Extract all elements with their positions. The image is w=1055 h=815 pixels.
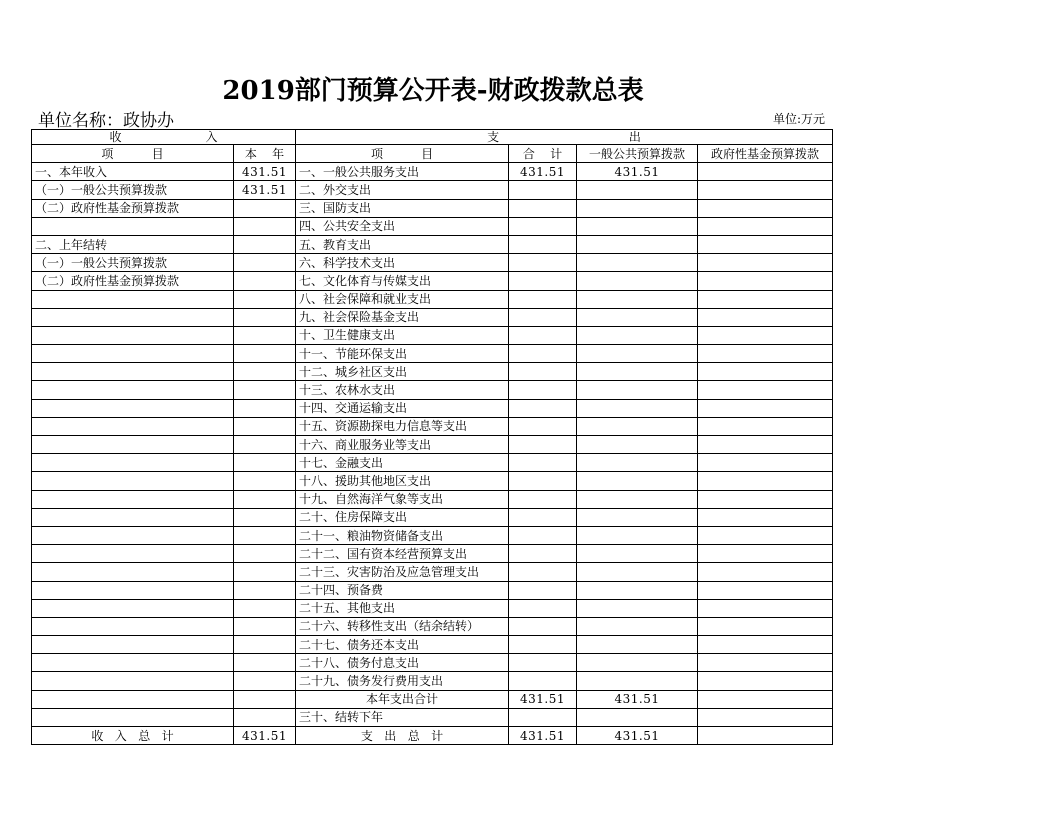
gov-fund-cell <box>698 181 833 199</box>
income-amount-cell <box>234 381 296 399</box>
income-item-cell <box>32 217 234 235</box>
income-item-cell <box>32 599 234 617</box>
total-cell <box>509 290 577 308</box>
table-row <box>32 545 833 563</box>
income-header: 收 入 <box>32 130 296 145</box>
total-cell <box>509 436 577 454</box>
budget-table <box>31 129 833 745</box>
income-item-cell <box>32 654 234 672</box>
income-item-cell <box>32 308 234 326</box>
subtotal-row <box>32 690 833 708</box>
expense-item-cell: 三、国防支出 <box>296 199 509 217</box>
table-row <box>32 199 833 217</box>
income-amount-cell <box>234 290 296 308</box>
total-cell <box>509 654 577 672</box>
subtotal-general: 431.51 <box>577 690 698 708</box>
general-budget-cell <box>577 672 698 690</box>
expense-item-cell: 二十五、其他支出 <box>296 599 509 617</box>
gov-fund-cell <box>698 599 833 617</box>
total-cell <box>509 617 577 635</box>
current-year-header: 本 年 <box>234 145 296 163</box>
income-amount-cell: 431.51 <box>234 163 296 181</box>
gov-fund-header: 政府性基金预算拨款 <box>698 145 833 163</box>
expense-item-cell: 六、科学技术支出 <box>296 254 509 272</box>
gov-fund-cell <box>698 308 833 326</box>
gov-fund-cell <box>698 272 833 290</box>
table-row <box>32 472 833 490</box>
income-amount-cell <box>234 581 296 599</box>
table-row <box>32 217 833 235</box>
gov-fund-cell <box>698 217 833 235</box>
gov-fund-cell <box>698 436 833 454</box>
table-row <box>32 599 833 617</box>
general-budget-cell <box>577 272 698 290</box>
page-title: 2019部门预算公开表-财政拨款总表 <box>222 76 644 106</box>
general-budget-cell <box>577 508 698 526</box>
header-group-row <box>32 130 833 145</box>
header-column-row <box>32 145 833 163</box>
gov-fund-cell <box>698 290 833 308</box>
table-row <box>32 290 833 308</box>
income-item-cell <box>32 636 234 654</box>
income-amount-cell <box>234 272 296 290</box>
expense-item-cell: 十六、商业服务业等支出 <box>296 436 509 454</box>
table-row <box>32 454 833 472</box>
income-amount-cell <box>234 217 296 235</box>
table-row <box>32 163 833 181</box>
expense-item-cell: 十七、金融支出 <box>296 454 509 472</box>
expense-item-cell: 十五、资源勘探电力信息等支出 <box>296 417 509 435</box>
income-item-cell: （一）一般公共预算拨款 <box>32 254 234 272</box>
general-budget-cell <box>577 436 698 454</box>
subtotal-label: 本年支出合计 <box>296 690 509 708</box>
income-item-cell <box>32 563 234 581</box>
table-row <box>32 272 833 290</box>
total-cell <box>509 563 577 581</box>
general-budget-cell <box>577 217 698 235</box>
gov-fund-cell <box>698 472 833 490</box>
income-item-cell: （一）一般公共预算拨款 <box>32 181 234 199</box>
income-item-cell <box>32 363 234 381</box>
table-row <box>32 363 833 381</box>
expense-item-cell: 二、外交支出 <box>296 181 509 199</box>
general-budget-cell <box>577 235 698 253</box>
total-cell <box>509 199 577 217</box>
gov-fund-cell <box>698 326 833 344</box>
income-amount-cell <box>234 617 296 635</box>
income-item-cell: 一、本年收入 <box>32 163 234 181</box>
general-budget-cell <box>577 581 698 599</box>
table-row <box>32 672 833 690</box>
income-item-cell <box>32 617 234 635</box>
income-amount-cell <box>234 672 296 690</box>
expense-item-cell: 二十八、债务付息支出 <box>296 654 509 672</box>
gov-fund-cell <box>698 563 833 581</box>
table-row <box>32 399 833 417</box>
general-budget-cell <box>577 381 698 399</box>
income-item-cell <box>32 581 234 599</box>
expense-item-cell: 十一、节能环保支出 <box>296 345 509 363</box>
gov-fund-cell <box>698 581 833 599</box>
table-row <box>32 490 833 508</box>
general-budget-cell <box>577 526 698 544</box>
total-cell <box>509 363 577 381</box>
gov-fund-cell <box>698 490 833 508</box>
expense-total-fund <box>698 727 833 745</box>
carryover-row <box>32 708 833 726</box>
expense-item-cell: 二十六、转移性支出（结余结转） <box>296 617 509 635</box>
table-row <box>32 235 833 253</box>
total-cell <box>509 599 577 617</box>
gov-fund-cell <box>698 654 833 672</box>
expense-item-cell: 九、社会保险基金支出 <box>296 308 509 326</box>
general-budget-cell <box>577 254 698 272</box>
income-amount-cell <box>234 345 296 363</box>
income-item-cell: （二）政府性基金预算拨款 <box>32 272 234 290</box>
total-cell <box>509 526 577 544</box>
total-cell <box>509 217 577 235</box>
income-item-cell <box>32 490 234 508</box>
grand-total-row <box>32 727 833 745</box>
expense-item-cell: 一、一般公共服务支出 <box>296 163 509 181</box>
expense-total-general: 431.51 <box>577 727 698 745</box>
expense-header: 支 出 <box>296 130 833 145</box>
general-budget-cell <box>577 636 698 654</box>
income-amount-cell <box>234 563 296 581</box>
table-row <box>32 417 833 435</box>
table-row <box>32 581 833 599</box>
income-item-cell <box>32 345 234 363</box>
total-cell <box>509 472 577 490</box>
carryover-label: 三十、结转下年 <box>296 708 509 726</box>
general-budget-cell <box>577 472 698 490</box>
unit-name: 单位名称：政协办 <box>38 111 174 131</box>
expense-item-cell: 八、社会保障和就业支出 <box>296 290 509 308</box>
table-row <box>32 326 833 344</box>
expense-item-cell: 十八、援助其他地区支出 <box>296 472 509 490</box>
table-row <box>32 617 833 635</box>
total-header: 合 计 <box>509 145 577 163</box>
income-item-cell <box>32 381 234 399</box>
expense-item-cell: 二十七、债务还本支出 <box>296 636 509 654</box>
income-item-header: 项 目 <box>32 145 234 163</box>
gov-fund-cell <box>698 617 833 635</box>
total-cell: 431.51 <box>509 163 577 181</box>
table-row <box>32 381 833 399</box>
table-row <box>32 436 833 454</box>
gov-fund-cell <box>698 399 833 417</box>
gov-fund-cell <box>698 163 833 181</box>
income-total-amount: 431.51 <box>234 727 296 745</box>
subtotal-total: 431.51 <box>509 690 577 708</box>
expense-item-header: 项 目 <box>296 145 509 163</box>
income-item-cell <box>32 454 234 472</box>
table-row <box>32 508 833 526</box>
gov-fund-cell <box>698 235 833 253</box>
general-budget-cell <box>577 454 698 472</box>
income-amount-cell <box>234 636 296 654</box>
total-cell <box>509 272 577 290</box>
general-budget-cell <box>577 490 698 508</box>
income-item-cell <box>32 508 234 526</box>
expense-item-cell: 五、教育支出 <box>296 235 509 253</box>
total-cell <box>509 417 577 435</box>
total-cell <box>509 308 577 326</box>
income-item-cell: （二）政府性基金预算拨款 <box>32 199 234 217</box>
income-item-cell <box>32 526 234 544</box>
income-amount-cell <box>234 545 296 563</box>
expense-item-cell: 二十一、粮油物资储备支出 <box>296 526 509 544</box>
general-budget-cell <box>577 654 698 672</box>
income-amount-cell <box>234 454 296 472</box>
gov-fund-cell <box>698 199 833 217</box>
total-cell <box>509 454 577 472</box>
general-budget-header: 一般公共预算拨款 <box>577 145 698 163</box>
general-budget-cell <box>577 181 698 199</box>
expense-item-cell: 二十九、债务发行费用支出 <box>296 672 509 690</box>
gov-fund-cell <box>698 417 833 435</box>
gov-fund-cell <box>698 254 833 272</box>
income-amount-cell <box>234 363 296 381</box>
general-budget-cell <box>577 326 698 344</box>
total-cell <box>509 581 577 599</box>
income-item-cell <box>32 690 234 708</box>
general-budget-cell <box>577 599 698 617</box>
income-amount-cell <box>234 326 296 344</box>
expense-item-cell: 二十四、预备费 <box>296 581 509 599</box>
gov-fund-cell <box>698 636 833 654</box>
expense-item-cell: 十二、城乡社区支出 <box>296 363 509 381</box>
income-amount-cell: 431.51 <box>234 181 296 199</box>
income-amount-cell <box>234 308 296 326</box>
general-budget-cell <box>577 399 698 417</box>
expense-total-label: 支 出 总 计 <box>296 727 509 745</box>
gov-fund-cell <box>698 545 833 563</box>
table-row <box>32 254 833 272</box>
expense-total-sum: 431.51 <box>509 727 577 745</box>
general-budget-cell <box>577 563 698 581</box>
income-item-cell <box>32 436 234 454</box>
total-cell <box>509 345 577 363</box>
general-budget-cell <box>577 290 698 308</box>
income-item-cell <box>32 326 234 344</box>
gov-fund-cell <box>698 363 833 381</box>
carryover-fund <box>698 708 833 726</box>
income-total-label: 收 入 总 计 <box>32 727 234 745</box>
income-item-cell <box>32 290 234 308</box>
general-budget-cell <box>577 617 698 635</box>
general-budget-cell: 431.51 <box>577 163 698 181</box>
income-amount-cell <box>234 417 296 435</box>
general-budget-cell <box>577 545 698 563</box>
income-amount-cell <box>234 654 296 672</box>
income-amount-cell <box>234 708 296 726</box>
total-cell <box>509 672 577 690</box>
income-amount-cell <box>234 508 296 526</box>
income-item-cell <box>32 545 234 563</box>
total-cell <box>509 545 577 563</box>
expense-item-cell: 十九、自然海洋气象等支出 <box>296 490 509 508</box>
table-row <box>32 308 833 326</box>
subtotal-fund <box>698 690 833 708</box>
income-amount-cell <box>234 526 296 544</box>
income-item-cell <box>32 708 234 726</box>
total-cell <box>509 636 577 654</box>
carryover-total <box>509 708 577 726</box>
total-cell <box>509 399 577 417</box>
total-cell <box>509 381 577 399</box>
gov-fund-cell <box>698 381 833 399</box>
expense-item-cell: 二十二、国有资本经营预算支出 <box>296 545 509 563</box>
income-item-cell: 二、上年结转 <box>32 235 234 253</box>
expense-item-cell: 二十三、灾害防治及应急管理支出 <box>296 563 509 581</box>
general-budget-cell <box>577 345 698 363</box>
total-cell <box>509 181 577 199</box>
expense-item-cell: 十四、交通运输支出 <box>296 399 509 417</box>
general-budget-cell <box>577 363 698 381</box>
total-cell <box>509 235 577 253</box>
total-cell <box>509 508 577 526</box>
expense-item-cell: 七、文化体育与传媒支出 <box>296 272 509 290</box>
general-budget-cell <box>577 417 698 435</box>
gov-fund-cell <box>698 508 833 526</box>
table-row <box>32 636 833 654</box>
table-row <box>32 563 833 581</box>
income-amount-cell <box>234 690 296 708</box>
carryover-general <box>577 708 698 726</box>
table-row <box>32 181 833 199</box>
gov-fund-cell <box>698 672 833 690</box>
income-amount-cell <box>234 399 296 417</box>
expense-item-cell: 十、卫生健康支出 <box>296 326 509 344</box>
income-amount-cell <box>234 490 296 508</box>
income-amount-cell <box>234 235 296 253</box>
currency-unit: 单位:万元 <box>772 112 825 126</box>
total-cell <box>509 326 577 344</box>
general-budget-cell <box>577 308 698 326</box>
expense-item-cell: 二十、住房保障支出 <box>296 508 509 526</box>
income-amount-cell <box>234 254 296 272</box>
expense-item-cell: 十三、农林水支出 <box>296 381 509 399</box>
total-cell <box>509 490 577 508</box>
income-amount-cell <box>234 199 296 217</box>
income-item-cell <box>32 399 234 417</box>
expense-item-cell: 四、公共安全支出 <box>296 217 509 235</box>
total-cell <box>509 254 577 272</box>
general-budget-cell <box>577 199 698 217</box>
table-row <box>32 526 833 544</box>
table-row <box>32 345 833 363</box>
income-item-cell <box>32 417 234 435</box>
income-amount-cell <box>234 472 296 490</box>
income-item-cell <box>32 472 234 490</box>
income-item-cell <box>32 672 234 690</box>
gov-fund-cell <box>698 454 833 472</box>
gov-fund-cell <box>698 345 833 363</box>
income-amount-cell <box>234 599 296 617</box>
gov-fund-cell <box>698 526 833 544</box>
income-amount-cell <box>234 436 296 454</box>
table-row <box>32 654 833 672</box>
